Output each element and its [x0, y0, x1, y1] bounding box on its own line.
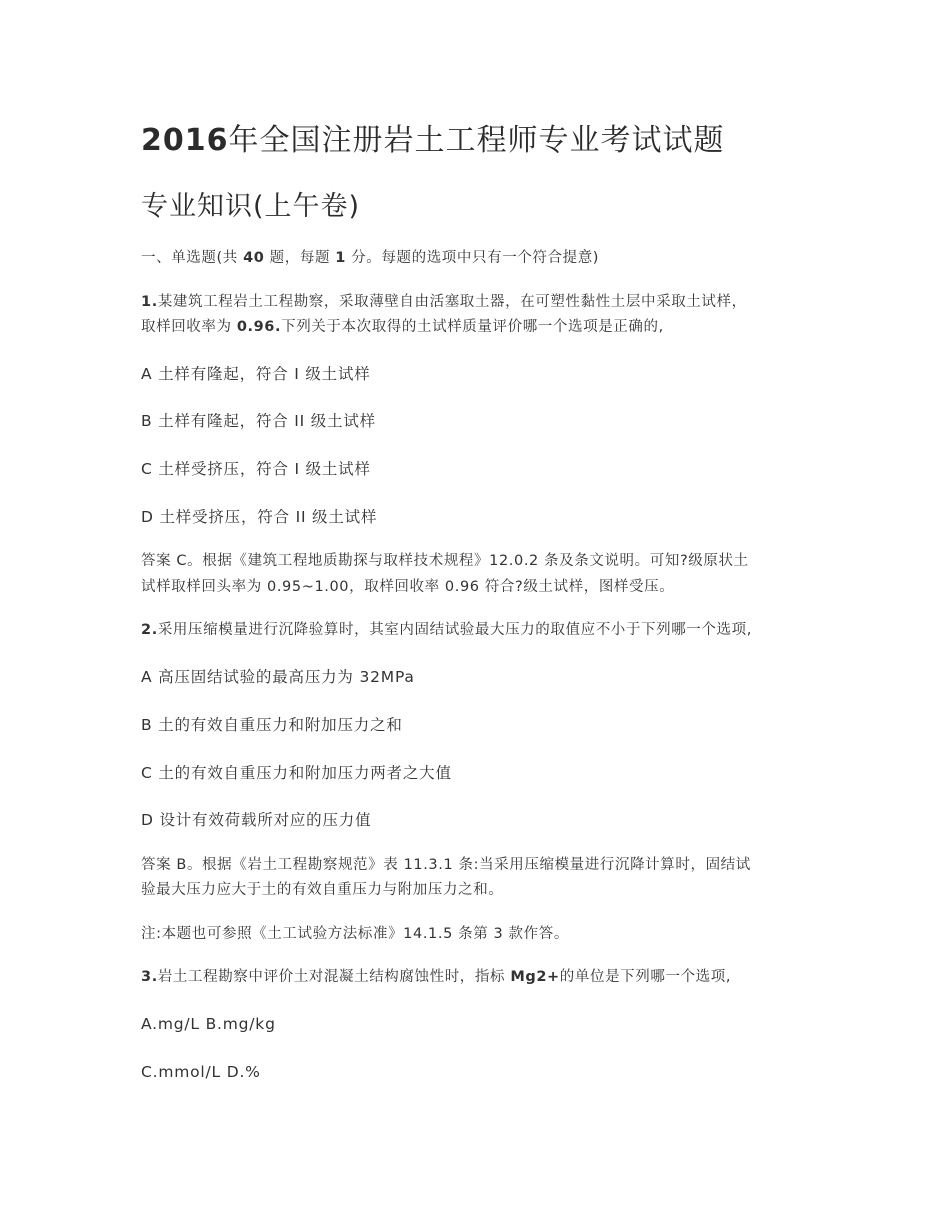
q1-option-d: D 土样受挤压，符合 II 级土试样: [141, 508, 378, 526]
q1-stem-line1: 1.某建筑工程岩土工程勘察，采取薄壁自由活塞取土器，在可塑性黏性土层中采取土试样，: [141, 294, 747, 310]
title-text: 年全国注册岩土工程师专业考试试题: [228, 123, 725, 158]
q1-answer-line1: 答案 C。根据《建筑工程地质勘探与取样技术规程》12.0.2 条及条文说明。可知?级原状土: [141, 553, 749, 569]
q1-option-a: A 土样有隆起，符合 I 级土试样: [141, 365, 371, 383]
page-subtitle: 专业知识(上午卷): [141, 191, 361, 222]
q1-stem-line2: 取样回收率为 0.96.下列关于本次取得的土试样质量评价哪一个选项是正确的,: [141, 319, 664, 335]
page-title: [141, 119, 725, 163]
title-year: 2016: [141, 123, 229, 158]
q1-option-b: B 土样有隆起，符合 II 级土试样: [141, 412, 376, 430]
q1-option-c: C 土样受挤压，符合 I 级土试样: [141, 460, 371, 478]
q2-stem: 2.采用压缩模量进行沉降验算时，其室内固结试验最大压力的取值应不小于下列哪一个选项,: [141, 622, 752, 638]
q3-options-cd: C.mmol/L D.%: [141, 1063, 261, 1081]
q3-stem: 3.岩土工程勘察中评价土对混凝土结构腐蚀性时，指标 Mg2+的单位是下列哪一个选项,: [141, 969, 732, 985]
q3-options-ab: A.mg/L B.mg/kg: [141, 1015, 276, 1033]
q1-answer-line2: 试样取样回头率为 0.95~1.00，取样回收率 0.96 符合?级土试样，图样受压。: [141, 579, 675, 595]
q2-option-b: B 土的有效自重压力和附加压力之和: [141, 716, 403, 734]
q2-option-d: D 设计有效荷载所对应的压力值: [141, 811, 372, 829]
q2-note: 注:本题也可参照《土工试验方法标准》14.1.5 条第 3 款作答。: [141, 926, 569, 942]
q2-answer-line2: 验最大压力应大于土的有效自重压力与附加压力之和。: [141, 882, 504, 898]
section-heading: 一、单选题(共 40 题，每题 1 分。每题的选项中只有一个符合提意): [141, 250, 600, 266]
q2-option-a: A 高压固结试验的最高压力为 32MPa: [141, 668, 415, 686]
q2-answer-line1: 答案 B。根据《岩土工程勘察规范》表 11.3.1 条:当采用压缩模量进行沉降计算时，固结试: [141, 857, 751, 873]
q2-option-c: C 土的有效自重压力和附加压力两者之大值: [141, 764, 452, 782]
